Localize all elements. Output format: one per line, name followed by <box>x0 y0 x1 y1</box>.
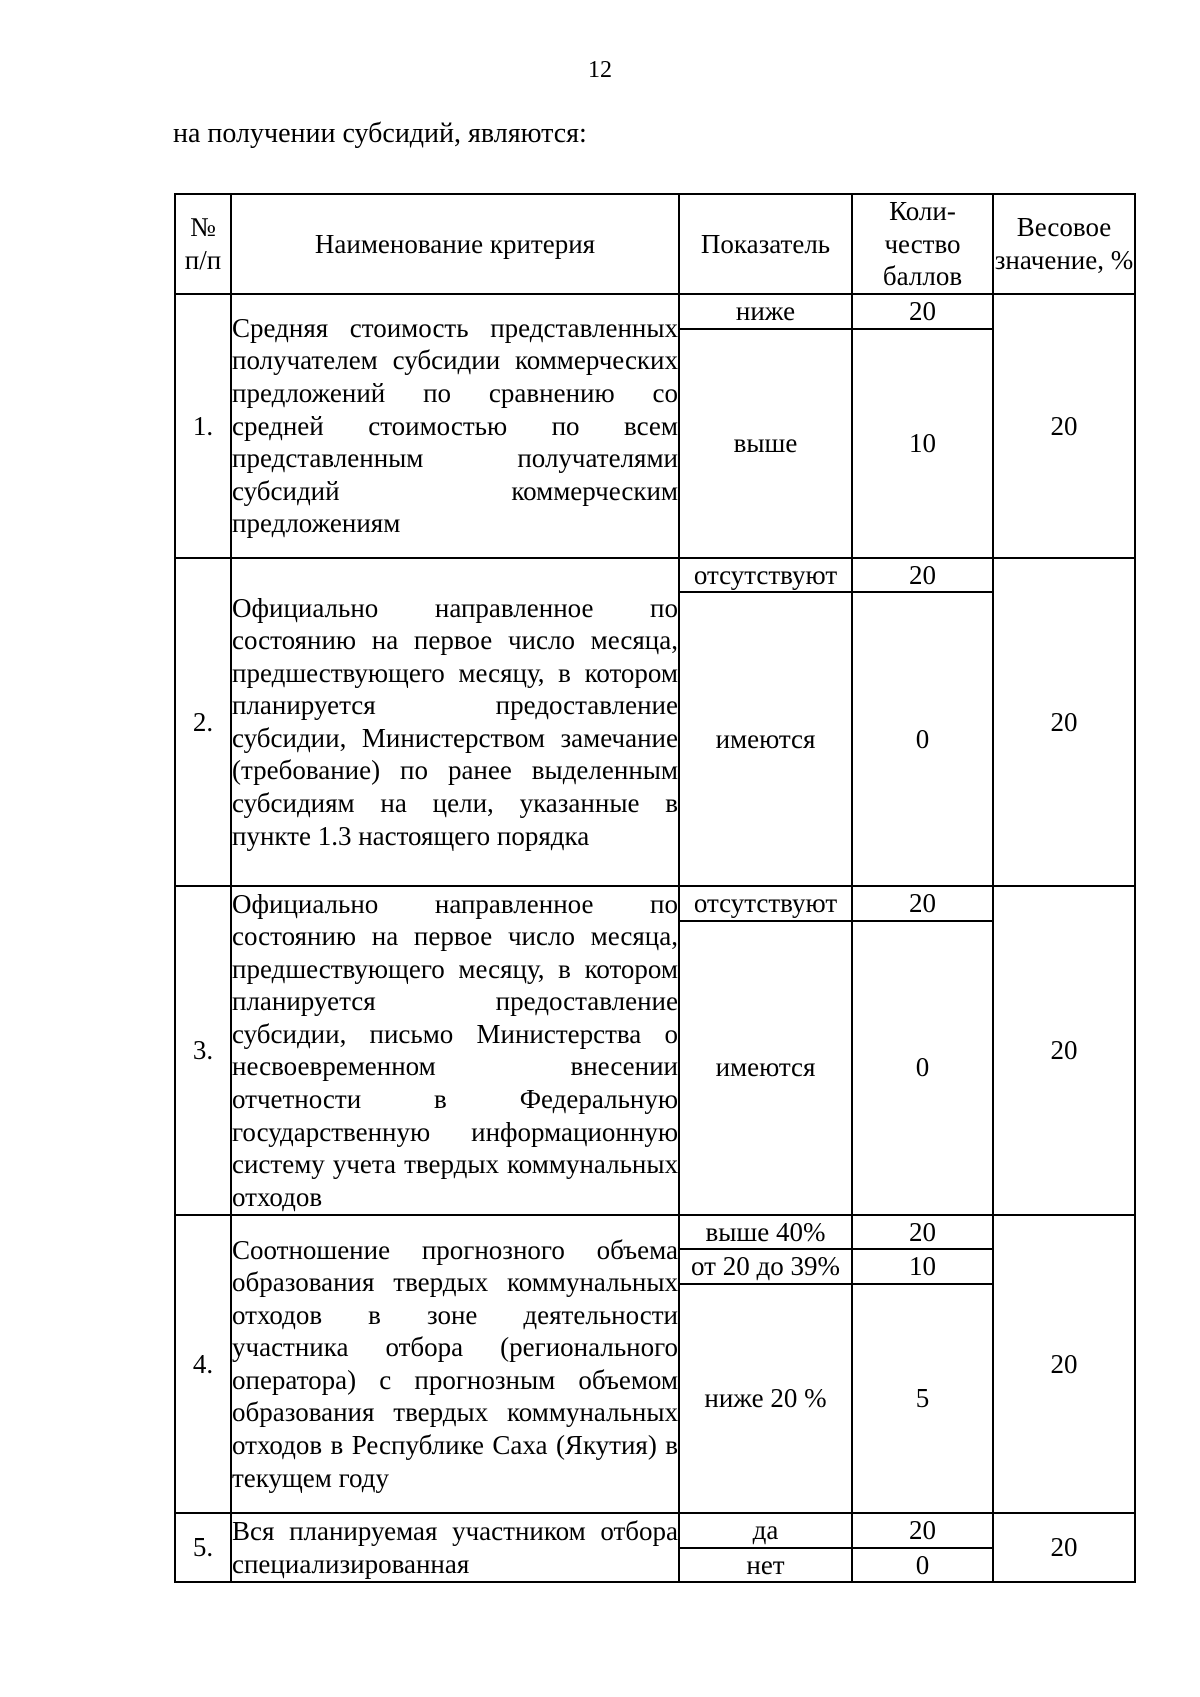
criterion-name: Вся планируемая участником отбора специализированная <box>231 1513 679 1582</box>
criterion-name: Средняя стоимость представленных получателем субсидии коммерческих предложений по сравнению со средней стоимостью по всем представленным получателями субсидий коммерческим предложениям <box>231 294 679 558</box>
indicator-cell: выше 40% <box>679 1215 852 1250</box>
indicator-cell: ниже <box>679 294 852 329</box>
score-cell: 10 <box>852 1249 993 1284</box>
score-cell: 0 <box>852 592 993 886</box>
row-number: 3. <box>175 886 231 1215</box>
header-score: Коли-чество баллов <box>852 194 993 294</box>
table-row <box>175 294 1135 329</box>
criteria-table <box>174 193 1136 1583</box>
header-name: Наименование критерия <box>231 194 679 294</box>
indicator-cell: отсутствуют <box>679 886 852 921</box>
indicator-cell: имеются <box>679 921 852 1215</box>
weight-cell: 20 <box>993 1215 1135 1513</box>
indicator-cell: от 20 до 39% <box>679 1249 852 1284</box>
score-cell: 10 <box>852 329 993 558</box>
table-header-row <box>175 194 1135 294</box>
indicator-cell: ниже 20 % <box>679 1284 852 1513</box>
table-row <box>175 558 1135 593</box>
score-cell: 0 <box>852 921 993 1215</box>
indicator-cell: отсутствуют <box>679 558 852 593</box>
row-number: 1. <box>175 294 231 558</box>
table-row <box>175 1513 1135 1548</box>
row-number: 5. <box>175 1513 231 1582</box>
score-cell: 20 <box>852 886 993 921</box>
weight-cell: 20 <box>993 558 1135 887</box>
weight-cell: 20 <box>993 1513 1135 1582</box>
page-number: 12 <box>588 57 612 83</box>
score-cell: 0 <box>852 1548 993 1583</box>
header-num: № п/п <box>175 194 231 294</box>
score-cell: 20 <box>852 558 993 593</box>
criterion-name: Соотношение прогнозного объема образования твердых коммунальных отходов в зоне деятельности участника отбора (регионального оператора) с прогнозным объемом образования твердых коммунальных отходов в Республике Саха (Якутия) в текущем году <box>231 1215 679 1513</box>
weight-cell: 20 <box>993 294 1135 558</box>
intro-text: на получении субсидий, являются: <box>173 118 587 149</box>
table-row <box>175 886 1135 921</box>
criterion-name: Официально направленное по состоянию на первое число месяца, предшествующего месяцу, в котором планируется предоставление субсидии, Министерством замечание (требование) по ранее выделенным субсидиям на цели, указанные в пункте 1.3 настоящего порядка <box>231 558 679 887</box>
score-cell: 5 <box>852 1284 993 1513</box>
criterion-name: Официально направленное по состоянию на первое число месяца, предшествующего месяцу, в котором планируется предоставление субсидии, письмо Министерства о несвоевременном внесении отчетности в Федеральную государственную информационную систему учета твердых коммунальных отходов <box>231 886 679 1215</box>
score-cell: 20 <box>852 1513 993 1548</box>
indicator-cell: имеются <box>679 592 852 886</box>
indicator-cell: да <box>679 1513 852 1548</box>
weight-cell: 20 <box>993 886 1135 1215</box>
score-cell: 20 <box>852 294 993 329</box>
indicator-cell: нет <box>679 1548 852 1583</box>
header-indicator: Показатель <box>679 194 852 294</box>
row-number: 4. <box>175 1215 231 1513</box>
header-weight: Весовое значение, % <box>993 194 1135 294</box>
score-cell: 20 <box>852 1215 993 1250</box>
table-row <box>175 1215 1135 1250</box>
indicator-cell: выше <box>679 329 852 558</box>
row-number: 2. <box>175 558 231 887</box>
